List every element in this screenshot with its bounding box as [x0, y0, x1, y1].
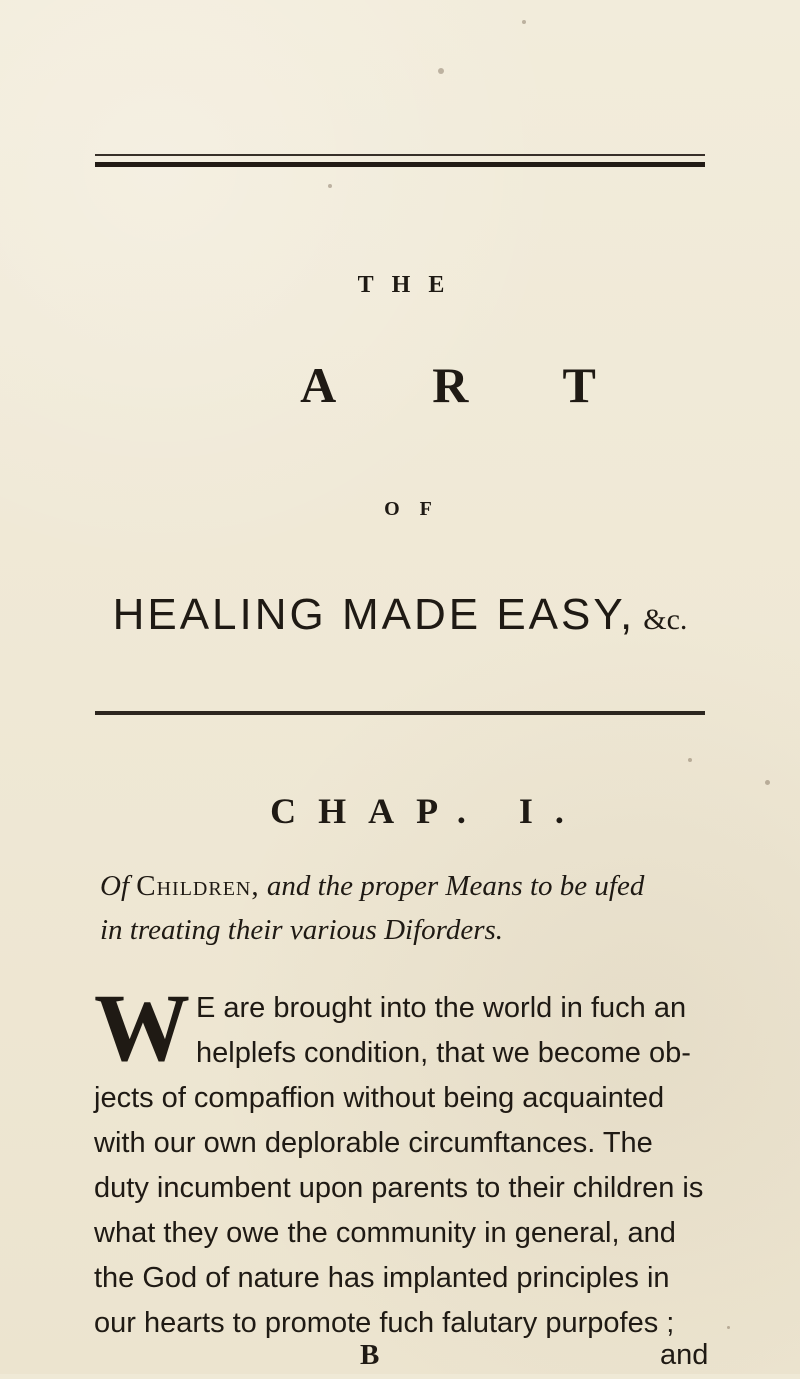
catchword: and — [660, 1339, 709, 1371]
body-paragraph — [94, 974, 711, 1346]
title-of: OF — [384, 498, 452, 520]
paper-speck — [522, 20, 526, 24]
subtitle-rest: and the proper Means to be ufed — [266, 870, 645, 902]
chapter-subtitle-line-1 — [100, 865, 644, 907]
chapter-heading: CHAP. I. — [270, 791, 586, 831]
body-line: with our own deplorable circumftances. The — [94, 1127, 653, 1159]
paper-speck — [727, 1326, 730, 1329]
body-line: helplefs condition, that we become ob- — [196, 1037, 691, 1069]
page-footer — [0, 1339, 800, 1379]
body-line: jects of compaffion without being acquainted — [94, 1082, 665, 1114]
body-line: the God of nature has implanted principles in — [94, 1262, 670, 1294]
body-line: duty incumbent upon parents to their children is — [94, 1172, 704, 1204]
signature-mark: B — [360, 1339, 380, 1371]
title-the: THE — [357, 272, 463, 298]
title-healing-etc: &c. — [643, 603, 688, 636]
title-art: ART — [300, 357, 692, 413]
dropcap: W — [94, 974, 190, 1081]
body-line: what they owe the community in general, and — [94, 1217, 676, 1249]
middle-rule — [95, 711, 705, 715]
paper-speck — [688, 758, 692, 762]
top-rule-thin — [95, 154, 705, 156]
paper-speck — [438, 68, 444, 74]
subtitle-children: Children, — [136, 870, 260, 902]
body-line: our hearts to promote fuch falutary purpofes ; — [94, 1307, 675, 1339]
body-line: E are brought into the world in fuch an — [196, 992, 687, 1024]
title-healing — [0, 590, 800, 640]
top-rule-thick — [95, 162, 705, 167]
subtitle-of: Of — [100, 870, 129, 902]
paper-speck — [765, 780, 770, 785]
paper-speck — [328, 184, 332, 188]
title-healing-main: HEALING MADE EASY, — [112, 590, 636, 639]
chapter-subtitle-line-2: in treating their various Diforders. — [100, 914, 504, 946]
